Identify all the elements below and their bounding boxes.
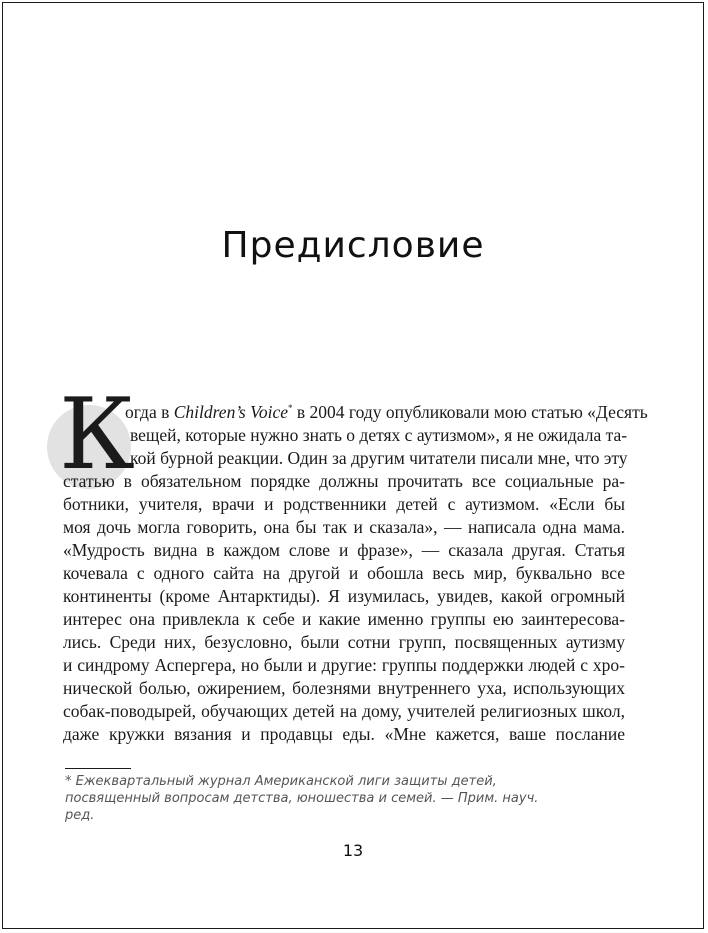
body-line-1 (125, 401, 648, 423)
body-line: нической болью, ожирением, болезнями внутреннего уха, использующих (63, 678, 625, 698)
body-line: лись. Среди них, безусловно, были сотни групп, посвященных аутизму (63, 632, 625, 652)
body-line: вещей, которые нужно знать о детях с аутизмом», я не ожидала та- (130, 425, 628, 445)
chapter-title: Предисловие (221, 225, 485, 266)
body-line: континенты (кроме Антарктиды). Я изумилась, увидев, какой огромный (63, 586, 625, 606)
body-line: кой бурной реакции. Один за другим читатели писали мне, что эту (130, 448, 628, 468)
line1-before: огда в (125, 402, 174, 422)
footnote-line-3: ред. (65, 808, 95, 823)
drop-cap-letter: К (59, 378, 135, 492)
body-line: моя дочь могла говорить, она бы так и сказала», — написала одна мама. (63, 517, 625, 537)
footnote-line-1: * Ежеквартальный журнал Американской лиги защиты детей, (65, 774, 497, 789)
footnote-divider (65, 768, 131, 769)
footnote-marker: * (287, 403, 293, 414)
footnote-text: посвященный вопросам детства, юношества и семей. — (65, 791, 458, 806)
footnote-line-2 (65, 790, 631, 807)
body-line: и синдрому Аспергера, но были и другие: группы поддержки людей с хро- (63, 655, 625, 675)
body-line: интерес она привлекла к себе и какие именно группы ею заинтересова- (63, 609, 625, 629)
body-line: «Мудрость видна в каждом слове и фразе», — сказала другая. Статья (63, 540, 625, 560)
page-number: 13 (342, 841, 364, 860)
book-page (2, 2, 704, 929)
body-line: даже кружки вязания и продавцы еды. «Мне кажется, ваше послание (63, 724, 625, 744)
line1-after: в 2004 году опубликовали мою статью «Десять (292, 402, 648, 422)
body-line: ботники, учителя, врачи и родственники детей с аутизмом. «Если бы (63, 494, 625, 514)
footnote-editor-note: Прим. науч. (457, 791, 539, 806)
journal-title: Children’s Voice (173, 402, 288, 422)
body-line: собак-поводырей, обучающих детей на дому, учителей религиозных школ, (63, 701, 625, 721)
body-line: статью в обязательном порядке должны прочитать все социальные ра- (63, 471, 625, 491)
body-line: кочевала с одного сайта на другой и обошла весь мир, буквально все (63, 563, 625, 583)
